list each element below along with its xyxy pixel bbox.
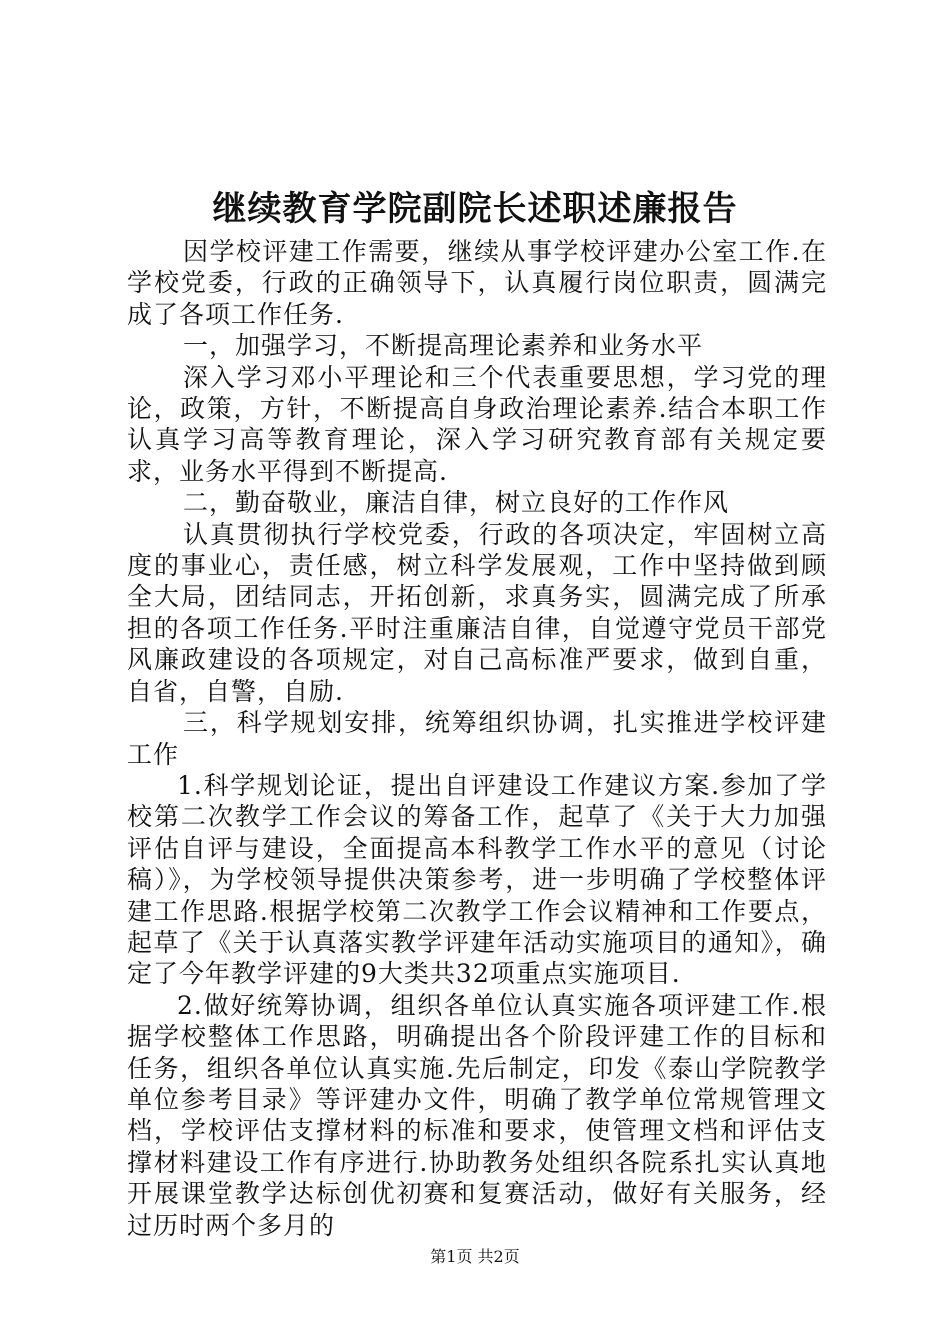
paragraph-item-1: 1.科学规划论证，提出自评建设工作建议方案.参加了学校第二次教学工作会议的筹备工作，起草了《关于大力加强评估自评与建设，全面提高本科教学工作水平的意见（讨论稿）》，为学校领导提供决策参考，进一步明确了学校整体评建工作思路.根据学校第二次教学工作会议精神和工作要点，起草了《关于认真落实教学评建年活动实施项目的通知》，确定了今年教学评建的9大类共32项重点实施项目. xyxy=(127,770,827,989)
document-body xyxy=(127,236,827,1241)
paragraph-item-2: 2.做好统筹协调，组织各单位认真实施各项评建工作.根据学校整体工作思路，明确提出各个阶段评建工作的目标和任务，组织各单位认真实施.先后制定，印发《泰山学院教学单位参考目录》等评建办文件，明确了教学单位常规管理文档，学校评估支撑材料的标准和要求，使管理文档和评估支撑材料建设工作有序进行.协助教务处组织各院系扎实认真地开展课堂教学达标创优初赛和复赛活动，做好有关服务，经过历时两个多月的 xyxy=(127,990,827,1240)
section-heading-3: 三，科学规划安排，统筹组织协调，扎实推进学校评建工作 xyxy=(127,708,827,769)
paragraph-integrity: 认真贯彻执行学校党委，行政的各项决定，牢固树立高度的事业心，责任感，树立科学发展观，工作中坚持做到顾全大局，团结同志，开拓创新，求真务实，圆满完成了所承担的各项工作任务.平时注重廉洁自律，自觉遵守党员干部党风廉政建设的各项规定，对自己高标准严要求，做到自重，自省，自警，自励. xyxy=(127,519,827,706)
page-footer: 第1页 共2页 xyxy=(430,1247,520,1266)
paragraph-intro: 因学校评建工作需要，继续从事学校评建办公室工作.在学校党委，行政的正确领导下，认真履行岗位职责，圆满完成了各项工作任务. xyxy=(127,237,827,329)
paragraph-study: 深入学习邓小平理论和三个代表重要思想，学习党的理论，政策，方针，不断提高自身政治理论素养.结合本职工作认真学习高等教育理论，深入学习研究教育部有关规定要求，业务水平得到不断提高. xyxy=(127,362,827,486)
section-heading-1: 一，加强学习，不断提高理论素养和业务水平 xyxy=(183,331,704,361)
document-title: 继续教育学院副院长述职述廉报告 xyxy=(212,189,738,229)
section-heading-2: 二，勤奋敬业，廉洁自律，树立良好的工作作风 xyxy=(183,488,730,518)
